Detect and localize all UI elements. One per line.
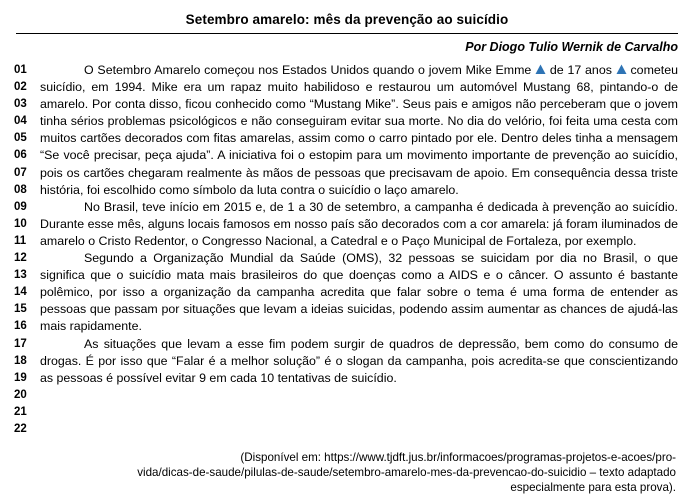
- line-number: 06: [14, 149, 27, 162]
- page-title: Setembro amarelo: mês da prevenção ao suicídio: [185, 12, 509, 27]
- triangle-marker-icon: [616, 64, 627, 75]
- source-citation: [14, 450, 680, 495]
- line-number: 17: [14, 337, 27, 350]
- line-number: 08: [14, 183, 27, 196]
- line-number: 14: [14, 286, 27, 299]
- paragraph-1-part-1: O Setembro Amarelo começou nos Estados Unidos quando o jovem Mike Emme: [84, 63, 536, 77]
- document-body: [14, 62, 680, 438]
- author-byline: Por Diogo Tulio Wernik de Carvalho: [465, 40, 678, 54]
- line-number: 10: [14, 217, 27, 230]
- paragraph-1-part-3: cometeu suicídio, em 1994. Mike era um rapaz muito habilidoso e restaurou um automóvel Mustang 68, pintando-o de amarelo. Por conta disso, ficou conhecido como “Mustang Mike”. Seus pais e amigos não perceberam que o jovem tinha sérios problemas psicológicos e não conseguiram evitar sua morte. No dia do velório, foi feita uma cesta com muitos cartões decorados com fitas amarelas, assim como o carro pintado por ele. Dentro deles tinha a mensagem “Se você precisar, peça ajuda”. A iniciativa foi o estopim para um movimento importante de prevenção ao suicídio, pois os cartões chegaram realmente às mãos de pessoas que precisavam de apoio. Em consequência dessa triste história, foi escolhido como símbolo da luta contra o suicídio o laço amarelo.: [40, 63, 679, 197]
- line-number: 18: [14, 354, 27, 367]
- line-number: 19: [14, 371, 27, 384]
- line-number: 05: [14, 132, 27, 145]
- line-number: 15: [14, 303, 27, 316]
- source-line: (Disponível em: https://www.tjdft.jus.br/informacoes/programas-projetos-e-acoes/pro-: [240, 451, 676, 465]
- line-number: 13: [14, 269, 27, 282]
- line-number: 09: [14, 200, 27, 213]
- source-line: especialmente para esta prova).: [510, 481, 676, 495]
- paragraph-1: [40, 62, 678, 199]
- paragraph-4: As situações que levam a esse fim podem surgir de quadros de depressão, bem como do consumo de drogas. É por isso que “Falar é a melhor solução” é o slogan da campanha, pois acredita-se que conscientizando as pessoas é possível evitar 9 em cada 10 tentativas de suicídio.: [40, 336, 678, 385]
- line-number: 03: [14, 98, 27, 111]
- source-line: vida/dicas-de-saude/pilulas-de-saude/setembro-amarelo-mes-da-prevencao-do-suicidio – texto adaptado: [137, 466, 676, 480]
- line-number: 12: [14, 252, 27, 265]
- line-number: 22: [14, 422, 27, 435]
- line-number: 02: [14, 81, 27, 94]
- paragraph-2: No Brasil, teve início em 2015 e, de 1 a 30 de setembro, a campanha é dedicada à prevenção ao suicídio. Durante esse mês, alguns locais famosos em nosso país são decorados com a cor amarela: já foram iluminados de amarelo o Cristo Redentor, o Congresso Nacional, a Catedral e o Paço Municipal de Fortaleza, por exemplo.: [40, 199, 678, 248]
- line-number: 01: [14, 64, 27, 76]
- line-number: 20: [14, 388, 27, 401]
- triangle-marker-icon: [535, 64, 546, 75]
- line-number: 04: [14, 115, 27, 128]
- article-text-column: [40, 62, 680, 438]
- title-divider: [16, 33, 678, 34]
- line-number-column: [14, 62, 40, 438]
- line-number: 07: [14, 166, 27, 179]
- line-number: 11: [14, 234, 27, 247]
- line-number: 16: [14, 320, 27, 333]
- line-number: 21: [14, 405, 27, 418]
- paragraph-3: Segundo a Organização Mundial da Saúde (OMS), 32 pessoas se suicidam por dia no Brasil, o que significa que o suicídio mata mais brasileiros do que doenças como a AIDS e o câncer. O assunto é bastante polêmico, por isso a organização da campanha acredita que falar sobre o tema é uma forma de entender as pessoas que passam por situações que levam a ideias suicidas, podendo assim aumentar as chances de ajudá-las mais rapidamente.: [40, 251, 678, 334]
- paragraph-1-part-2: de 17 anos: [546, 63, 616, 77]
